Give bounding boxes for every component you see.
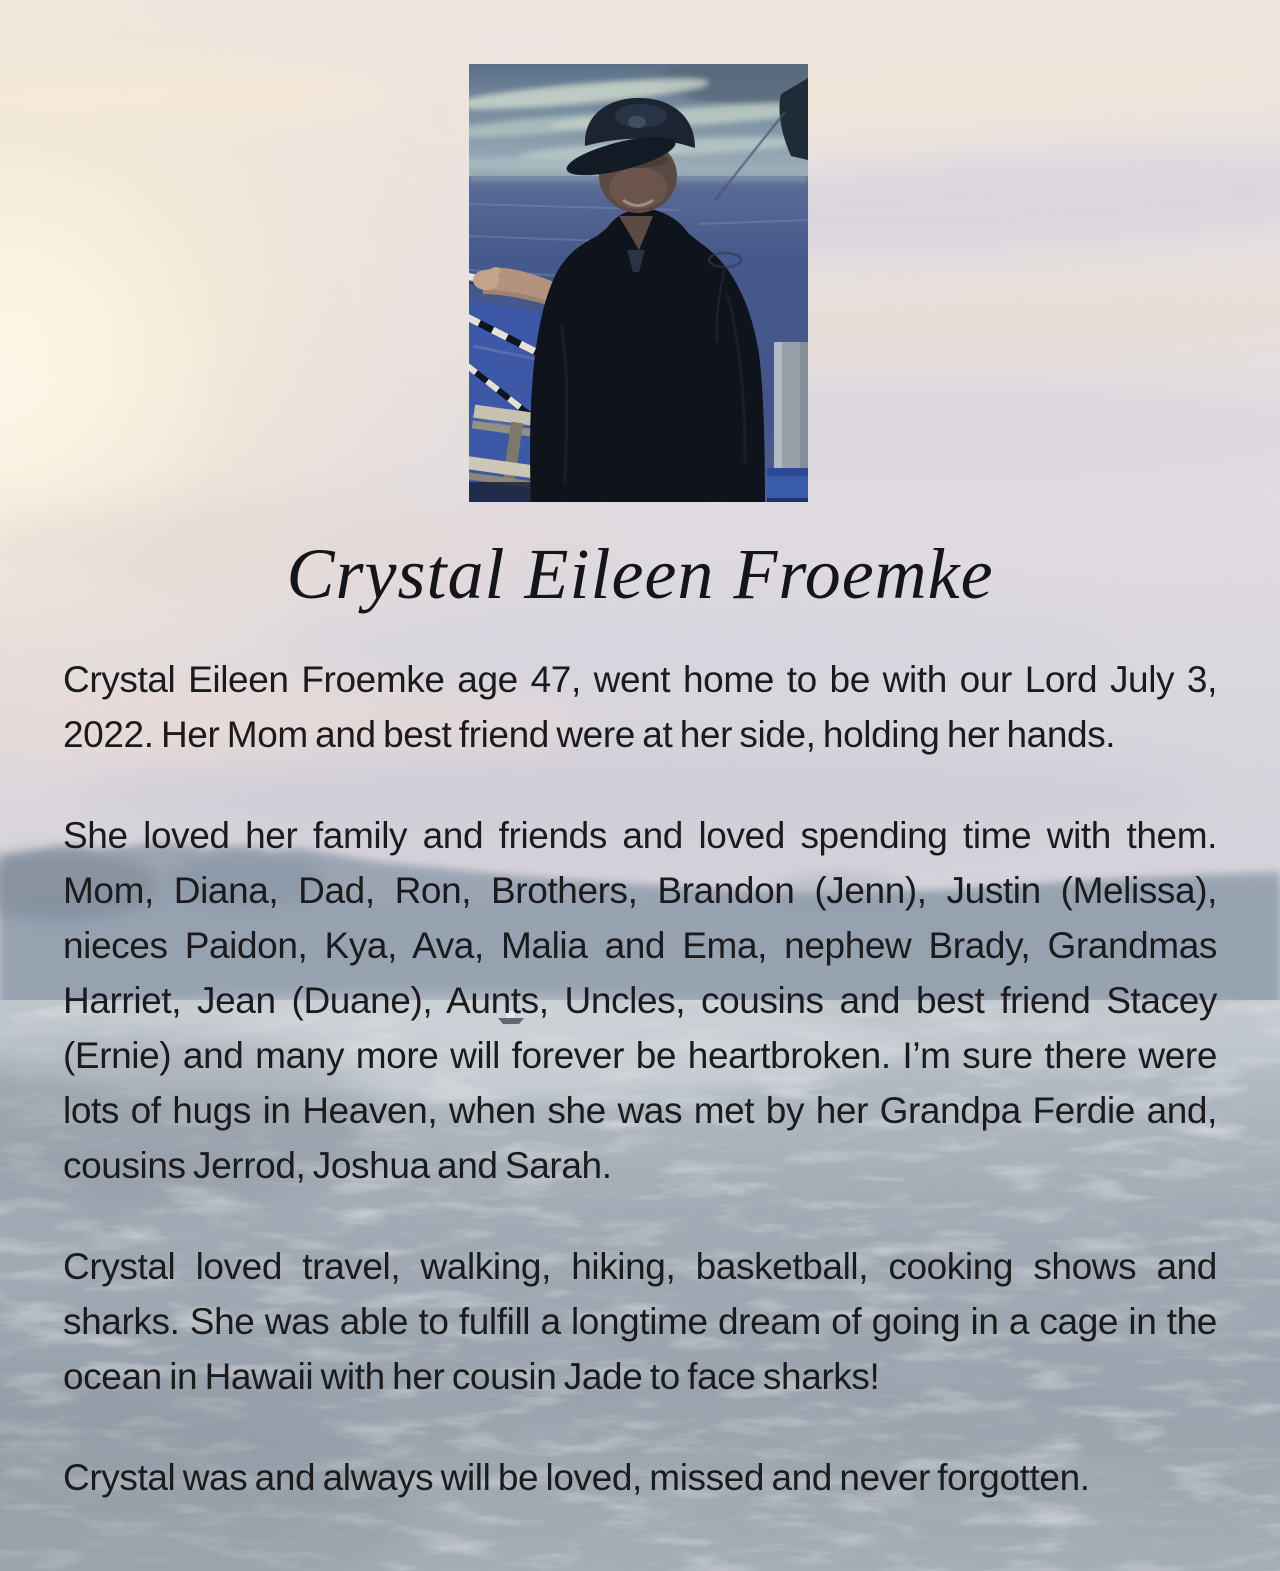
memorial-photo [469,64,808,502]
obituary-paragraph-4: Crystal was and always will be loved, missed and never forgotten. [63,1457,1090,1498]
deceased-name-title: Crystal Eileen Froemke [286,534,994,614]
obituary-paragraph-1: Crystal Eileen Froemke age 47, went home to be with our Lord July 3, 2022. Her Mom and best friend were at her side, holding her hands. [63,659,1217,755]
obituary-paragraph-2: She loved her family and friends and loved spending time with them. Mom, Diana, Dad, Ron, Brothers, Brandon (Jenn), Justin (Melissa), nieces Paidon, Kya, Ava, Malia and Ema, nephew Brady, Grandmas Harriet, Jean (Duane), Aunts, Uncles, cousins and best friend Stacey (Ernie) and many more will forever be heartbroken. I’m sure there were lots of hugs in Heaven, when she was met by her Grandpa Ferdie and, cousins Jerrod, Joshua and Sarah. [63,815,1217,1186]
photo-right-post [774,342,808,474]
obituary-paragraph-3: Crystal loved travel, walking, hiking, basketball, cooking shows and sharks. She was able to fulfill a longtime dream of going in a cage in the ocean in Hawaii with her cousin Jade to face sharks! [63,1246,1217,1397]
obituary-text [63,652,1217,1505]
photo-blue-cooler [767,468,808,502]
photo-bench-shadow [469,482,531,502]
